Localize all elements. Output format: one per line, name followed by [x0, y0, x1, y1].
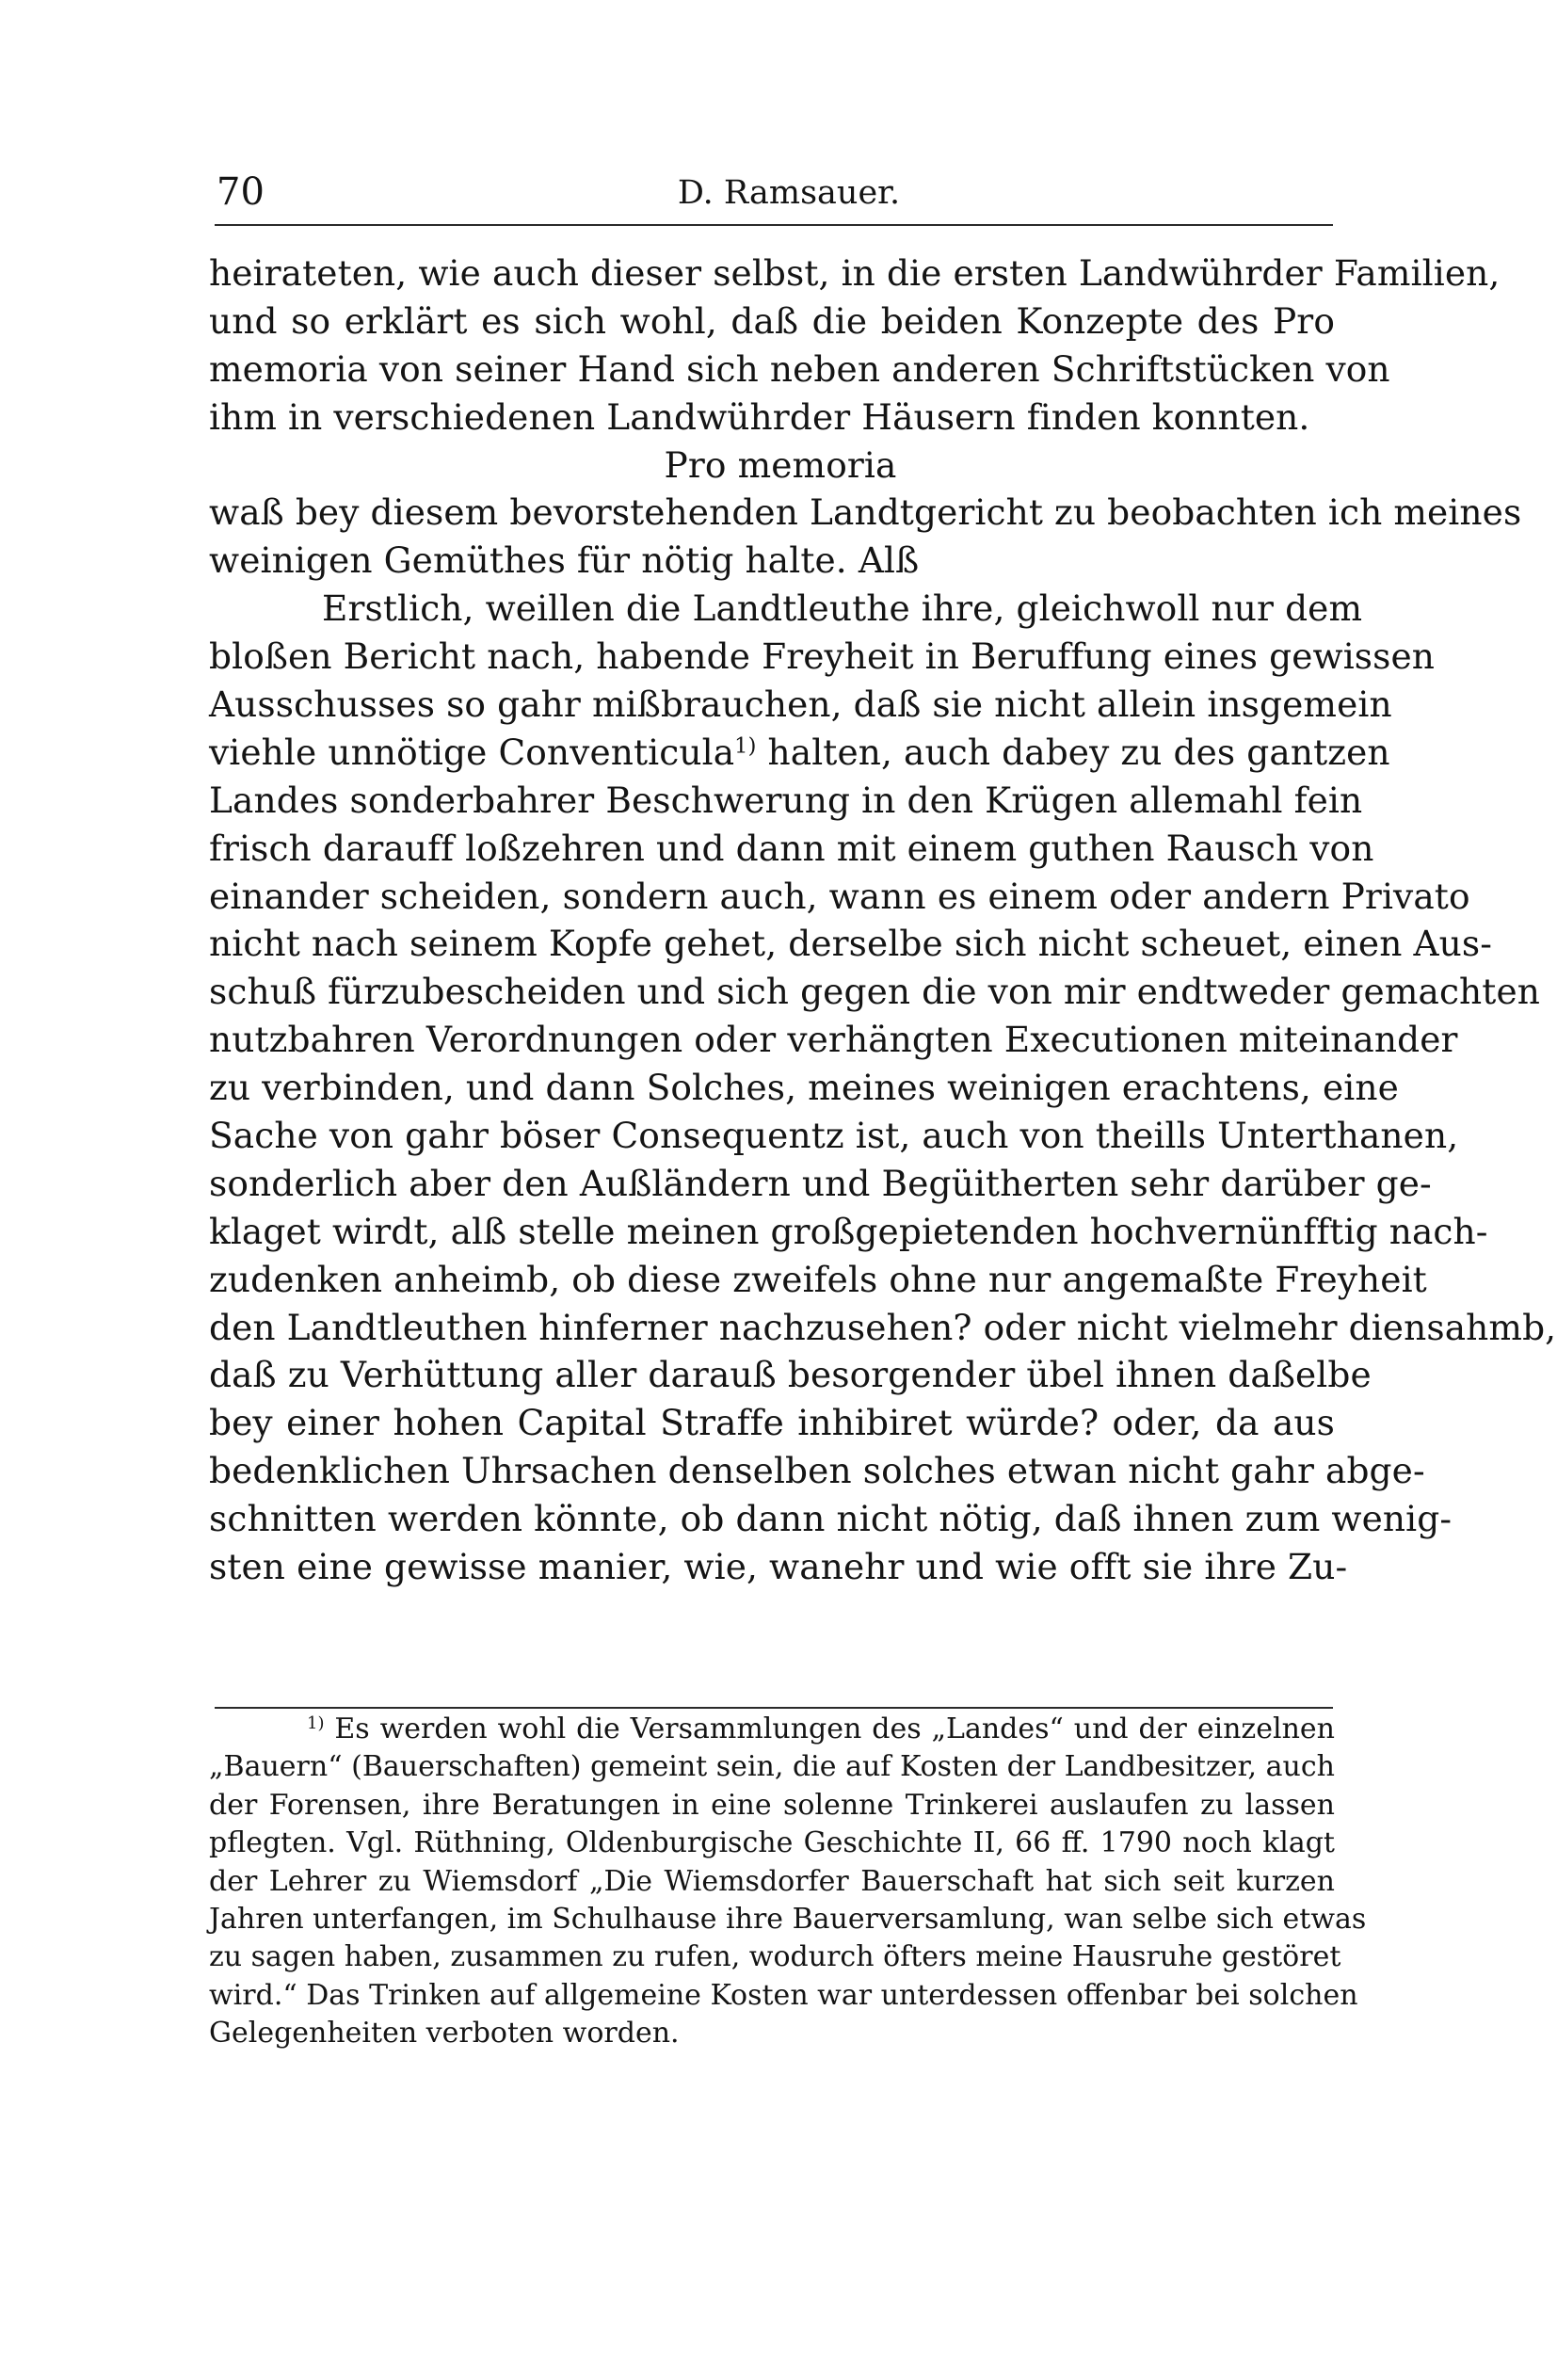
- running-head: [215, 168, 1335, 220]
- text-line: nicht nach seinem Kopfe gehet, derselbe sich nicht scheuet, einen Aus-: [209, 923, 1493, 965]
- text-line: bloßen Bericht nach, habende Freyheit in Beruffung eines gewissen: [209, 635, 1436, 678]
- footnote-line: der Forensen, ihre Beratungen in eine solenne Trinkerei auslaufen zu lassen: [209, 1788, 1335, 1822]
- running-title: D. Ramsauer.: [677, 174, 901, 212]
- text-line: sten eine gewisse manier, wie, wanehr und wie offt sie ihre Zu-: [209, 1546, 1348, 1588]
- text-line: waß bey diesem bevorstehenden Landtgericht zu beobachten ich meines: [209, 491, 1522, 534]
- text-segment: viehle unnötige Conventicula: [209, 731, 735, 773]
- footnote-text: Es werden wohl die Versammlungen des „Landes“ und der einzelnen: [334, 1713, 1335, 1745]
- text-line-with-footnote: [209, 729, 1390, 777]
- footnote-line: wird.“ Das Trinken auf allgemeine Kosten war unterdessen offenbar bei solchen: [209, 1978, 1358, 2012]
- footnote-line: pflegten. Vgl. Rüthning, Oldenburgische Geschichte II, 66 ff. 1790 noch klagt: [209, 1826, 1335, 1860]
- text-line: daß zu Verhüttung aller darauß besorgender übel ihnen daßelbe: [209, 1354, 1372, 1396]
- text-line: schuß fürzubescheiden und sich gegen die von mir endtweder gemachten: [209, 971, 1541, 1013]
- footnote-rule: [215, 1707, 1333, 1709]
- footnote-reference[interactable]: 1): [734, 733, 757, 759]
- text-line: zu verbinden, und dann Solches, meines weinigen erachtens, eine: [209, 1067, 1399, 1109]
- footnote-line: Jahren unterfangen, im Schulhause ihre Bauerversamlung, wan selbe sich etwas: [209, 1902, 1367, 1936]
- text-line: und so erklärt es sich wohl, daß die beiden Konzepte des Pro: [209, 299, 1335, 342]
- text-line: Erstlich, weillen die Landtleuthe ihre, gleichwoll nur dem: [322, 587, 1363, 630]
- text-line: klaget wirdt, alß stelle meinen großgepietenden hochvernünfftig nach-: [209, 1210, 1488, 1252]
- text-line: Ausschusses so gahr mißbrauchen, daß sie nicht allein insgemein: [209, 683, 1392, 726]
- text-line: frisch darauff loßzehren und dann mit einem guthen Rausch von: [209, 827, 1374, 869]
- footnotes: [209, 1711, 1367, 2053]
- text-line: weinigen Gemüthes für nötig halte. Alß: [209, 539, 920, 582]
- text-line: den Landtleuthen hinferner nachzusehen? oder nicht vielmehr diensahmb,: [209, 1306, 1557, 1348]
- footnote-line: der Lehrer zu Wiemsdorf „Die Wiemsdorfer Bauerschaft hat sich seit kurzen: [209, 1864, 1335, 1898]
- footnote-marker: 1): [307, 1713, 325, 1734]
- text-line: schnitten werden könnte, ob dann nicht nötig, daß ihnen zum wenig-: [209, 1498, 1453, 1540]
- text-line: zudenken anheimb, ob diese zweifels ohne nur angemaßte Freyheit: [209, 1258, 1427, 1300]
- footnote-line: [209, 1711, 1335, 1748]
- text-line: sonderlich aber den Außländern und Begüitherten sehr darüber ge-: [209, 1162, 1432, 1204]
- footnote-line: Gelegenheiten verboten worden.: [209, 2017, 680, 2050]
- body-text: [209, 249, 1557, 1591]
- page-number: 70: [217, 170, 265, 214]
- text-segment: halten, auch dabey zu des gantzen: [767, 731, 1390, 773]
- header-rule: [215, 224, 1333, 226]
- text-line: heirateten, wie auch dieser selbst, in die ersten Landwührder Familien,: [209, 252, 1501, 294]
- text-line: bedenklichen Uhrsachen denselben solches etwan nicht gahr abge-: [209, 1450, 1425, 1492]
- text-line: Landes sonderbahrer Beschwerung in den Krügen allemahl fein: [209, 779, 1363, 821]
- text-line: nutzbahren Verordnungen oder verhängten Executionen miteinander: [209, 1019, 1458, 1061]
- text-line: memoria von seiner Hand sich neben anderen Schriftstücken von: [209, 347, 1390, 390]
- text-line: ihm in verschiedenen Landwührder Häusern finden konnten.: [209, 395, 1310, 438]
- section-heading: Pro memoria: [664, 443, 897, 486]
- text-line: bey einer hohen Capital Straffe inhibiret würde? oder, da aus: [209, 1402, 1335, 1444]
- text-line: Sache von gahr böser Consequentz ist, auch von theills Unterthanen,: [209, 1115, 1459, 1157]
- text-line: einander scheiden, sondern auch, wann es einem oder andern Privato: [209, 875, 1470, 917]
- footnote-line: „Bauern“ (Bauerschaften) gemeint sein, die auf Kosten der Landbesitzer, auch: [209, 1750, 1335, 1784]
- footnote-line: zu sagen haben, zusammen zu rufen, wodurch öfters meine Hausruhe gestöret: [209, 1940, 1341, 1974]
